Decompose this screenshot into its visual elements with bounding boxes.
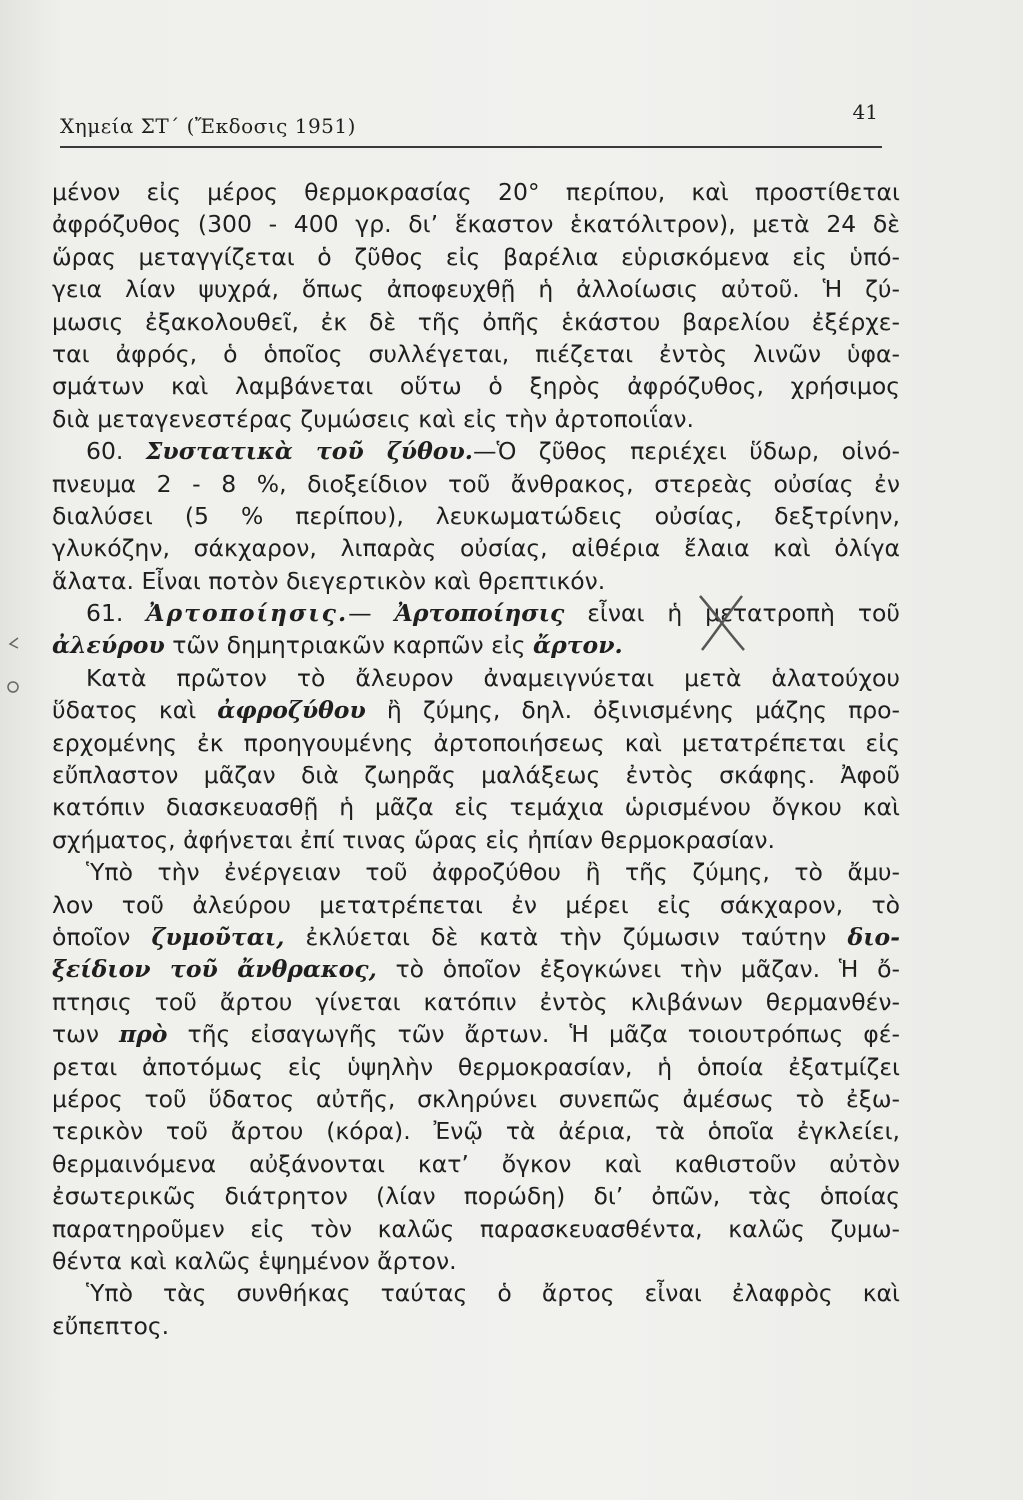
text-line xyxy=(52,986,900,1018)
emphasized-text: ἀφροζύθου xyxy=(217,696,366,725)
text-run: —Ὁ ζῦθος περιέχει ὕδωρ, οἰνό- xyxy=(472,437,900,466)
text-line xyxy=(52,791,900,823)
text-run: ἀφρόζυθος (300 - 400 γρ. δι’ ἕκαστον ἑκατόλιτρον), μετὰ 24 δὲ xyxy=(52,210,900,239)
margin-mark-icon xyxy=(6,636,20,650)
text-line xyxy=(52,727,900,759)
text-line xyxy=(52,1245,900,1277)
text-line xyxy=(52,921,900,953)
text-run: ἐκλύεται δὲ κατὰ τὴν ζύμωσιν ταύτην xyxy=(284,922,848,951)
text-run: εὔπεπτος. xyxy=(52,1311,170,1340)
text-line xyxy=(52,338,900,370)
text-line xyxy=(52,370,900,402)
text-run: τὸ ὁποῖον ἐξογκώνει τὴν μᾶζαν. Ἡ ὄ- xyxy=(376,955,900,984)
text-line xyxy=(52,1148,900,1180)
running-title: Χημεία ΣΤ΄ (Ἔκδοσις 1951) xyxy=(60,114,356,138)
text-line xyxy=(52,759,900,791)
text-run: Ὑπὸ τὰς συνθήκας ταύτας ὁ ἄρτος εἶναι ἐλαφρὸς καὶ xyxy=(86,1279,900,1308)
text-line xyxy=(52,1051,900,1083)
handwritten-x-mark-icon xyxy=(694,592,750,654)
text-run: τερικὸν τοῦ ἄρτου (κόρα). Ἐνῷ τὰ ἀέρια, τὰ ὁποῖα ἐγκλείει, xyxy=(52,1117,900,1146)
text-run: πτησις τοῦ ἄρτου γίνεται κατόπιν ἐντὸς κλιβάνων θερμανθέν- xyxy=(52,987,900,1016)
text-run: ερχομένης ἐκ προηγουμένης ἀρτοποιήσεως καὶ μετατρέπεται εἰς xyxy=(52,728,900,757)
page-number: 41 xyxy=(852,100,878,124)
text-run: γλυκόζην, σάκχαρον, λιπαρὰς οὐσίας, αἰθέρια ἔλαια καὶ ὀλίγα xyxy=(52,534,900,563)
text-run: διαλύσει (5 % περίπου), λευκωματώδεις οὐσίας, δεξτρίνην, xyxy=(52,501,900,530)
emphasized-text: ζυμοῦται, xyxy=(151,922,285,951)
text-line xyxy=(52,824,900,856)
text-run: εὔπλαστον μᾶζαν διὰ ζωηρᾶς μαλάξεως ἐντὸς σκάφης. Ἀφοῦ xyxy=(52,761,900,790)
text-run: ται ἀφρός, ὁ ὁποῖος συλλέγεται, πιέζεται ἐντὸς λινῶν ὑφα- xyxy=(52,339,900,368)
text-run: των xyxy=(52,1020,119,1049)
text-run: πνευμα 2 - 8 %, διοξείδιον τοῦ ἄνθρακος, στερεὰς οὐσίας ἐν xyxy=(52,469,900,498)
text-line xyxy=(52,500,900,532)
text-run: θερμαινόμενα αὐξάνονται κατ’ ὄγκον καὶ καθιστοῦν αὐτὸν xyxy=(52,1149,900,1178)
emphasized-text: πρὸ xyxy=(118,1020,168,1049)
text-line xyxy=(52,176,900,208)
emphasized-text: ἄρτον. xyxy=(533,631,623,660)
text-line xyxy=(52,273,900,305)
emphasized-text: Ἀρτοποίησις xyxy=(394,599,565,628)
text-run: λον τοῦ ἀλεύρου μετατρέπεται ἐν μέρει εἰς σάκχαρον, τὸ xyxy=(52,890,900,919)
text-run: ἢ ζύμης, δηλ. ὀξινισμένης μάζης προ- xyxy=(365,696,900,725)
text-line xyxy=(52,1277,900,1309)
text-run: ὥρας μεταγγίζεται ὁ ζῦθος εἰς βαρέλια εὑρισκόμενα εἰς ὑπό- xyxy=(52,242,900,271)
text-line xyxy=(52,1083,900,1115)
text-run: σχήματος, ἀφήνεται ἐπί τινας ὥρας εἰς ἠπίαν θερμοκρασίαν. xyxy=(52,825,775,854)
text-line xyxy=(52,662,900,694)
text-run: τῶν δημητριακῶν καρπῶν εἰς xyxy=(164,631,534,660)
text-run: μέρος τοῦ ὕδατος αὐτῆς, σκληρύνει συνεπῶς ἀμέσως τὸ ἐξω- xyxy=(52,1084,900,1113)
text-line xyxy=(52,1213,900,1245)
text-line xyxy=(52,241,900,273)
running-header xyxy=(60,100,882,148)
text-run: θέντα καὶ καλῶς ἑψημένον ἄρτον. xyxy=(52,1246,457,1275)
text-run: εἶναι ἡ μετατροπὴ τοῦ xyxy=(564,599,900,628)
text-line xyxy=(52,306,900,338)
text-line xyxy=(52,532,900,564)
body-text xyxy=(52,176,900,1342)
text-line xyxy=(52,1310,900,1342)
text-run: ἅλατα. Εἶναι ποτὸν διεγερτικὸν καὶ θρεπτικόν. xyxy=(52,566,606,595)
text-line xyxy=(52,694,900,726)
text-line xyxy=(52,1115,900,1147)
text-line xyxy=(52,1180,900,1212)
text-run: τῆς εἰσαγωγῆς τῶν ἄρτων. Ἡ μᾶζα τοιουτρόπως φέ- xyxy=(167,1020,900,1049)
text-run: μωσις ἐξακολουθεῖ, ἐκ δὲ τῆς ὀπῆς ἑκάστου βαρελίου ἐξέρχε- xyxy=(52,307,900,336)
text-run: παρατηροῦμεν εἰς τὸν καλῶς παρασκευασθέντα, καλῶς ζυμω- xyxy=(52,1214,900,1243)
text-run: ρεται ἀποτόμως εἰς ὑψηλὴν θερμοκρασίαν, ἡ ὁποία ἐξατμίζει xyxy=(52,1052,900,1081)
text-run: κατόπιν διασκευασθῇ ἡ μᾶζα εἰς τεμάχια ὡρισμένου ὄγκου καὶ xyxy=(52,793,900,822)
text-line xyxy=(52,565,900,597)
emphasized-text: Ἀρτοποίησις. xyxy=(146,599,349,628)
text-line xyxy=(52,1018,900,1050)
text-run: ὕδατος καὶ xyxy=(52,696,218,725)
text-line xyxy=(52,208,900,240)
text-line xyxy=(52,597,900,629)
text-run: σμάτων καὶ λαμβάνεται οὕτω ὁ ξηρὸς ἀφρόζυθος, χρήσιμος xyxy=(52,372,900,401)
text-line xyxy=(52,629,900,661)
margin-circle-icon xyxy=(6,680,20,694)
text-run: διὰ μεταγενεστέρας ζυμώσεις καὶ εἰς τὴν ἀρτοποιΐαν. xyxy=(52,404,695,433)
text-run: Ὑπὸ τὴν ἐνέργειαν τοῦ ἀφροζύθου ἢ τῆς ζύμης, τὸ ἄμυ- xyxy=(86,858,900,887)
emphasized-text: ξείδιον τοῦ ἄνθρακος, xyxy=(52,955,377,984)
text-run: μένον εἰς μέρος θερμοκρασίας 20° περίπου, καὶ προστίθεται xyxy=(52,178,900,206)
text-line xyxy=(52,953,900,985)
text-line xyxy=(52,403,900,435)
text-run: 61. xyxy=(86,599,147,628)
text-run: γεια λίαν ψυχρά, ὅπως ἀποφευχθῇ ἡ ἀλλοίωσις αὐτοῦ. Ἡ ζύ- xyxy=(52,275,900,304)
text-run: Κατὰ πρῶτον τὸ ἄλευρον ἀναμειγνύεται μετὰ ἁλατούχου xyxy=(86,663,900,692)
text-run: ὁποῖον xyxy=(52,922,152,951)
text-line xyxy=(52,435,900,467)
text-run: 60. xyxy=(86,437,146,466)
text-line xyxy=(52,889,900,921)
text-line xyxy=(52,468,900,500)
emphasized-text: ἀλεύρου xyxy=(52,631,165,660)
text-run: — xyxy=(348,599,395,628)
emphasized-text: Συστατικὰ τοῦ ζύθου. xyxy=(145,437,473,466)
text-line xyxy=(52,856,900,888)
emphasized-text: διο- xyxy=(847,922,900,951)
text-run: ἐσωτερικῶς διάτρητον (λίαν πορώδη) δι’ ὀπῶν, τὰς ὁποίας xyxy=(52,1182,900,1211)
